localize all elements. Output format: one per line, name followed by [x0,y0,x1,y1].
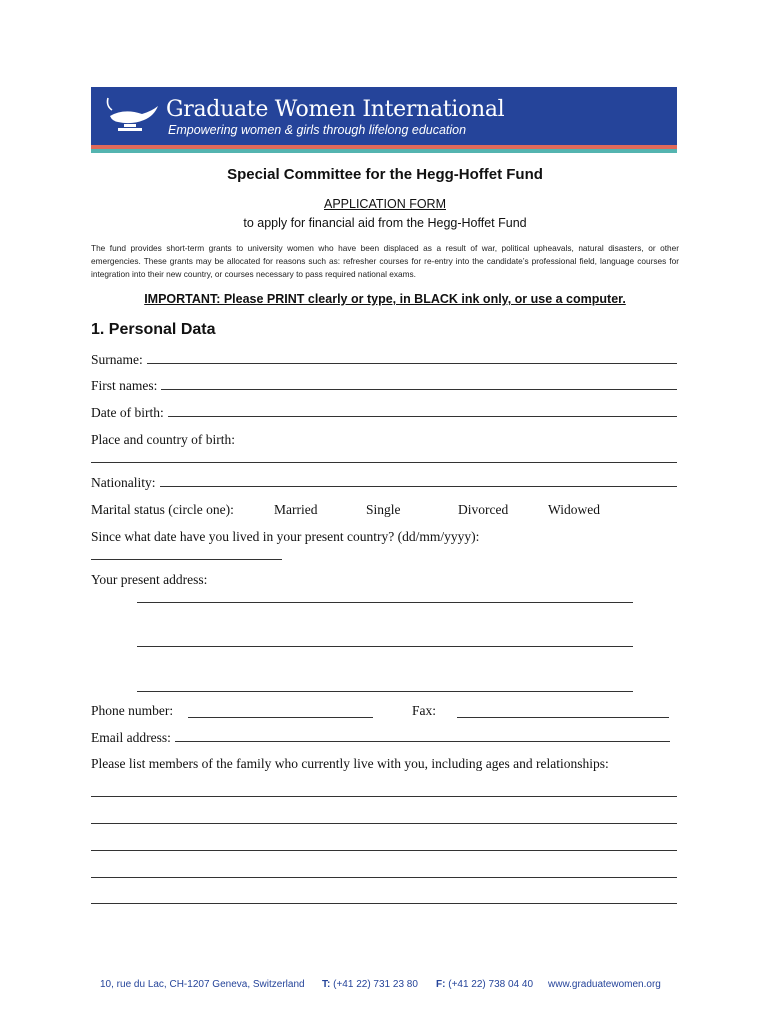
form-subtitle: to apply for financial aid from the Hegg-Hoffet Fund [243,216,527,230]
marital-option-single[interactable]: Single [366,502,401,517]
footer-fax-value: (+41 22) 738 04 40 [448,979,534,990]
lamp-logo-icon [102,94,160,134]
family-label: Please list members of the family who currently live with you, including ages and relationships: [91,756,609,771]
since-date-label: Since what date have you lived in your present country? (dd/mm/yyyy): [91,529,480,544]
footer-address: 10, rue du Lac, CH-1207 Geneva, Switzerland [100,979,305,990]
footer-website[interactable]: www.graduatewomen.org [548,979,661,990]
first-names-field[interactable] [161,378,677,390]
page-title: Special Committee for the Hegg-Hoffet Fund [227,166,543,183]
family-line-4[interactable] [91,877,677,878]
phone-label: Phone number: [91,703,174,718]
footer-fax [436,979,533,990]
footer-tel [322,979,418,990]
nationality-row [91,475,677,491]
family-line-3[interactable] [91,850,677,851]
address-label: Your present address: [91,572,208,587]
marital-label: Marital status (circle one): [91,502,234,517]
surname-row [91,352,677,368]
since-date-field[interactable] [91,559,282,560]
dob-label: Date of birth: [91,405,164,420]
org-name: Graduate Women International [166,97,505,122]
email-label: Email address: [91,730,171,745]
address-line-3[interactable] [137,691,633,692]
first-names-row [91,378,677,394]
footer-tel-label: T: [322,979,331,990]
dob-row [91,405,677,421]
marital-option-divorced[interactable]: Divorced [458,502,509,517]
form-label: APPLICATION FORM [323,197,446,211]
org-tagline: Empowering women & girls through lifelong education [168,123,467,137]
footer-tel-value: (+41 22) 731 23 80 [333,979,418,990]
birthplace-label: Place and country of birth: [91,432,235,447]
dob-field[interactable] [168,405,677,417]
fax-label: Fax: [412,703,437,718]
family-line-5[interactable] [91,903,677,904]
marital-option-widowed[interactable]: Widowed [548,502,600,517]
surname-field[interactable] [147,352,677,364]
nationality-label: Nationality: [91,475,156,490]
marital-option-married[interactable]: Married [274,502,318,517]
address-line-1[interactable] [137,602,633,603]
important-notice: IMPORTANT: Please PRINT clearly or type, in BLACK ink only, or use a computer. [144,292,626,306]
birthplace-field[interactable] [91,462,677,463]
first-names-label: First names: [91,378,158,393]
banner-stripe-teal [91,149,677,153]
fax-field[interactable] [457,717,669,718]
address-line-2[interactable] [137,646,633,647]
nationality-field[interactable] [160,475,678,487]
footer-fax-label: F: [436,979,446,990]
email-field[interactable] [175,730,670,742]
section-heading: 1. Personal Data [91,321,216,338]
email-row [91,730,670,746]
family-line-1[interactable] [91,796,677,797]
family-line-2[interactable] [91,823,677,824]
phone-field[interactable] [188,717,373,718]
surname-label: Surname: [91,352,143,367]
intro-paragraph: The fund provides short-term grants to university women who have been displaced as a result of war, political upheavals, natural disasters, or other emergencies. These grants may be allocated for reasons such as: refresher courses for re-entry into the candidate’s professional field, language courses for integration into their new country, or courses necessary to pass required national exams. [91,243,679,279]
